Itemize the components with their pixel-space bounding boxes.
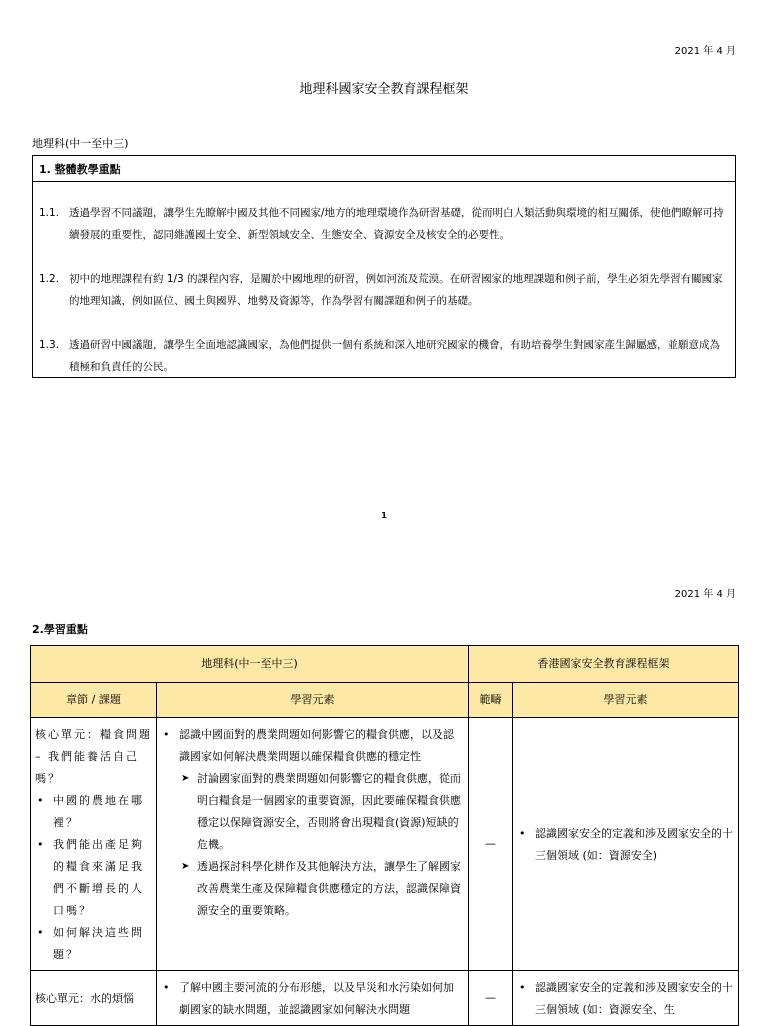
group-header-hk-framework: 香港國家安全教育課程框架 [469,646,739,683]
topic-bullet-list [35,790,152,966]
date-label: 2021 年 4 月 [674,589,736,600]
table-column-header-row [31,683,739,718]
col-header-range: 範疇 [469,683,513,718]
focus-item [39,268,727,312]
hk-elements-cell [513,718,739,971]
document-title: 地理科國家安全教育課程框架 [299,82,469,97]
elements-list [161,977,464,1021]
range-cell: — [469,971,513,1026]
col-header-elements: 學習元素 [157,683,469,718]
list-item: • 認識國家安全的定義和涉及國家安全的十三個領域 (如：資源安全、生 [517,977,734,1021]
list-item: • 我們能出產足夠的糧食來滿足我們不斷增長的人口嗎？ [35,834,152,922]
section2-heading: 2.學習重點 [32,623,88,636]
element-text: 認識中國面對的農業問題如何影響它的糧食供應，以及認識國家如何解決農業問題以確保糧食供應的穩定性 [179,728,454,763]
elements-list [161,724,464,922]
list-item: • 了解中國主要河流的分布形態，以及旱災和水污染如何加劇國家的缺水問題，並認識國家如何解決水問題 [161,977,464,1021]
hk-elements-list [517,977,734,1021]
topic-title: 核心單元：水的煩惱 [35,992,134,1005]
hk-elements-list [517,823,734,867]
table-row [31,718,739,971]
sub-elements-list [179,768,464,922]
topic-cell [31,718,157,971]
hk-elements-cell [513,971,739,1026]
subject-label: 地理科(中一至中三) [32,137,129,150]
list-item: • 認識國家安全的定義和涉及國家安全的十三個領域 (如：資源安全) [517,823,734,867]
date-label: 2021 年 4 月 [674,46,736,57]
page-number: 1 [381,511,387,520]
sub-list-item: ➤ 討論國家面對的農業問題如何影響它的糧食供應，從而明白糧食是一個國家的重要資源，因此要確保糧食供應穩定以保障資源安全，否則將會出現糧食(資源)短缺的危機。 [179,768,464,856]
table-row [31,971,739,1026]
sub-list-item: ➤ 透過探討科學化耕作及其他解決方法，讓學生了解國家改善農業生產及保障糧食供應穩定的方法，認識保障資源安全的重要策略。 [179,856,464,922]
focus-item-text: 透過學習不同議題，讓學生先瞭解中國及其他不同國家/地方的地理環境作為研習基礎，從而明白人類活動與環境的相互關係，使他們瞭解可持續發展的重要性，認同維護國土安全、新型領域安全、生態安全、資源安全及核安全的必要性。 [69,207,724,241]
focus-item-number: 1.2. [39,273,60,285]
topic-title: 核心單元：糧食問題 – 我們能養活自己嗎？ [35,728,152,785]
list-item: • 中國的農地在哪裡？ [35,790,152,834]
col-header-topic: 章節 / 課題 [31,683,157,718]
elements-cell [157,971,469,1026]
focus-item-text: 透過研習中國議題，讓學生全面地認識國家，為他們提供一個有系統和深入地研究國家的機會，有助培養學生對國家產生歸屬感，並願意成為積極和負責任的公民。 [69,339,720,373]
learning-focus-table [30,645,739,1026]
topic-cell [31,971,157,1026]
list-item [161,724,464,922]
focus-item [39,334,727,378]
focus-item-number: 1.3. [39,339,60,351]
group-header-geography: 地理科(中一至中三) [31,646,469,683]
focus-item [39,202,727,246]
list-item: • 如何解決這些問題？ [35,922,152,966]
focus-item-text: 初中的地理課程有約 1/3 的課程內容，是關於中國地理的研習，例如河流及荒漠。在研習國家的地理課題和例子前，學生必須先學習有關國家的地理知識，例如區位、國土與國界、地勢及資源等，作為學習有關課題和例子的基礎。 [69,273,723,307]
section1-heading: 1. 整體教學重點 [33,156,735,182]
table-group-header-row [31,646,739,683]
col-header-hk-elements: 學習元素 [513,683,739,718]
elements-cell [157,718,469,971]
overall-focus-box [32,155,736,378]
focus-item-number: 1.1. [39,207,60,219]
range-cell: — [469,718,513,971]
